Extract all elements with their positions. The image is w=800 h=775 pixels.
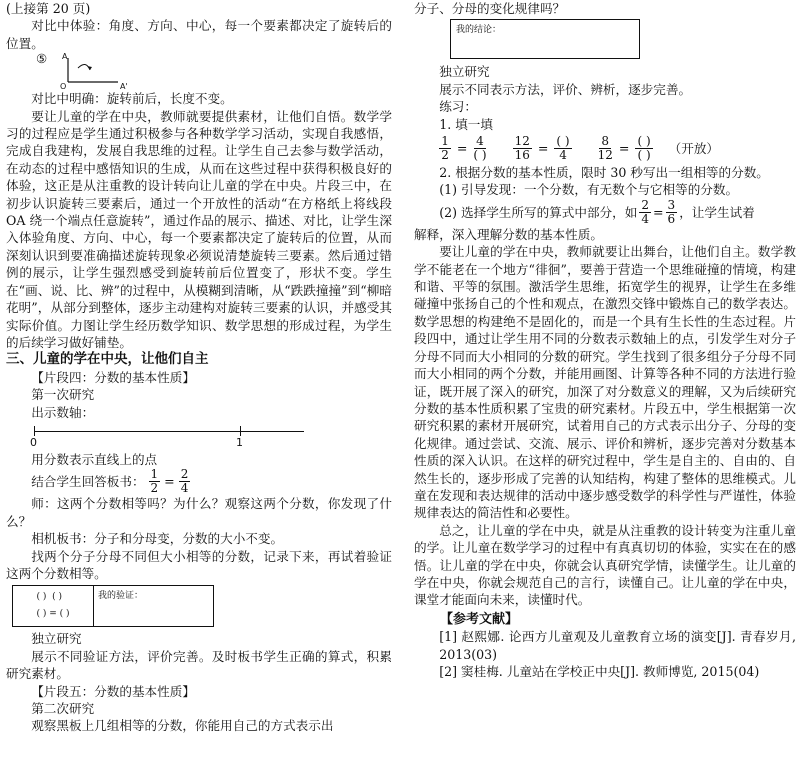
paragraph: 对比中明确：旋转前后，长度不变。 <box>31 91 233 107</box>
denominator: 4 <box>559 148 567 163</box>
denominator: 4 <box>641 211 649 226</box>
number-line-axis <box>34 431 304 432</box>
tick-label-zero: 0 <box>30 435 37 449</box>
continued-note: (上接第 20 页) <box>6 1 91 16</box>
paragraph: 相机板书：分子和分母变，分数的大小不变。 <box>31 531 284 547</box>
paragraph: 分子、分母的变化规律吗？ <box>414 1 566 16</box>
equals-sign: = <box>456 140 468 156</box>
example-equation-line <box>414 199 796 226</box>
verification-box <box>12 585 214 627</box>
right-column <box>414 0 796 680</box>
fraction <box>598 135 613 162</box>
paragraph: 师：这两个分数相等吗？为什么？观察这两个分数，你发现了什么？ <box>6 496 392 529</box>
denominator: ( ) <box>473 148 487 163</box>
exercise-title: 1. 填一填 <box>439 116 493 132</box>
denominator: 2 <box>150 481 159 496</box>
segment-title: 【片段五：分数的基本性质】 <box>31 683 195 699</box>
fraction <box>513 135 532 162</box>
paragraph: 观察黑板上几组相等的分数，你能用自己的方式表示出 <box>31 718 334 734</box>
point-a-prime-label: A' <box>120 82 128 92</box>
text-fragment: (2) 选择学生所写的算式中部分，如 <box>439 204 638 220</box>
board-equation <box>6 468 392 495</box>
denominator: 12 <box>597 148 613 163</box>
fraction <box>554 135 571 162</box>
denominator: 4 <box>180 481 189 496</box>
fraction-two-fourths <box>179 468 191 495</box>
reference-item: [1] 赵熙娜. 论西方儿童观及儿童教育立场的演变[J]. 青春岁月, 2013(03) <box>439 629 796 662</box>
point-a-label: A <box>62 52 68 62</box>
subheading: 第二次研究 <box>31 701 95 716</box>
paragraph: 展示不同验证方法，评价完善。及时板书学生正确的算式，积累研究素材。 <box>6 648 392 682</box>
paragraph: 解释，深入理解分数的基本性质。 <box>414 226 603 242</box>
denominator: 2 <box>441 148 449 163</box>
numerator: 1 <box>441 134 449 149</box>
numerator: 8 <box>601 134 610 149</box>
subheading: 独立研究 <box>31 631 82 647</box>
conclusion-box: 我的结论： <box>450 19 640 59</box>
figure-label: ⑤ <box>36 51 48 67</box>
point-o-label: O <box>60 82 67 92</box>
equals-sign: = <box>618 140 630 156</box>
paragraph: 找两个分子分母不同但大小相等的分数，记录下来，再试着验证这两个分数相等。 <box>6 548 392 581</box>
numerator: 2 <box>641 197 649 212</box>
tick-label-one: 1 <box>236 435 243 449</box>
rotation-figure <box>36 51 392 92</box>
numerator: 2 <box>180 467 189 482</box>
numerator: 4 <box>476 134 484 149</box>
text-fragment: ，让学生试着 <box>679 204 755 220</box>
denominator: 16 <box>514 148 530 163</box>
text-line: 用分数表示直线上的点 <box>31 451 158 467</box>
fraction-one-half <box>149 468 161 495</box>
paragraph: 展示不同表示方法，评价、辨析，逐步完善。 <box>439 81 692 97</box>
fraction <box>639 199 651 226</box>
equals-sign: = <box>164 474 175 490</box>
equals-sign: = <box>537 140 549 156</box>
paragraph: 要让儿童的学在中央，教师就要让出舞台，让他们自主。数学教学不能老在一个地方“徘徊”，要善于营造一个思维碰撞的情境，构建和谐、平等的氛围。激活学生思维，拓宽学生的视界，让学生在多维碰撞中张扬自己的个性和观点，在激烈交锋中锻炼自己的数学表达。数学思想的构建绝不是固化的，而是一个具有生长性的生态过程。片段四中，通过让学生用不同的分数表示数轴上的点，引发学生对分子分母不同而大小相同的分数的研究。学生找到了很多组分子分母不同而大小相同的两个分数，并能用画图、计算等各种不同的方法进行验证，既开展了深入的研究，加深了对分数意义的理解，又为后续研究分数的基本性质积累了宝贵的研究素材。片段五中，学生根据第一次研究积累的素材开展研究，试着用自己的方式表示出分子、分母的变化规律。通过尝试、交流、展示、评价和辨析，逐步完善对分数基本性质的深入认识。在这样的研究过程中，学生是自主的、自由的、自然生长的，逐步形成了完善的认知结构，构建了整体的思维模式。儿童在发现和表达规律的活动中逐步感受数学的科学性与严谨性，体验规律表达的简洁性和必要性。 <box>414 244 796 521</box>
verification-label: 我的验证： <box>98 591 144 602</box>
paragraph: 2. 根据分数的基本性质，限时 30 秒写出一组相等的分数。 <box>439 165 769 181</box>
paragraph: 总之，让儿童的学在中央，就是从注重教的设计转变为注重儿童的学。让儿童在数学学习的过程中有真真切切的体验，实实在在的感悟。让儿童的学在中央，你就会认真研究学情，读懂学生。让儿童的学在中央，你就会规范自己的言行，读懂自己。让儿童的学在中央，课堂才能面向未来，读懂时代。 <box>414 522 796 608</box>
subheading: 独立研究 <box>439 64 490 80</box>
denominator: ( ) <box>637 148 651 163</box>
equals-sign: = <box>652 204 664 220</box>
numerator: 1 <box>150 467 159 482</box>
fill-in-fractions <box>414 135 796 162</box>
numerator: 3 <box>667 197 676 212</box>
numerator: 12 <box>514 134 530 149</box>
board-prefix: 结合学生回答板书： <box>31 474 145 490</box>
number-line <box>6 423 392 451</box>
references-heading: 【参考文献】 <box>440 611 519 627</box>
section-heading: 三、儿童的学在中央，让他们自主 <box>6 351 209 368</box>
subheading: 练习： <box>439 99 477 115</box>
denominator: 6 <box>667 211 676 226</box>
paragraph: 要让儿童的学在中央，教师就要提供素材，让他们自悟。数学学习的过程应是学生通过积极参与各种数学学习活动，实现自我感悟，完成自我建构，发展自我思维的过程。让学生自己去参与数学活动，在动态的过程中感悟知识的生成，从而在这些过程中获得积极良好的体验，这正是从注重教的设计转向让儿童的学在中央。片段三中，在初步认识旋转三要素后，通过一个开放性的活动“在方格纸上将线段 OA 绕一个端点任意旋转”，通过作品的展示、描述、对比，让学生深入体验角度、方向、中心，每一个要素都决定了旋转后的位置，从而深刻认识到要准确描述旋转现象必须说清楚旋转三要素。然后通过错例的展示，让学生强烈感受到旋转前后位置变了，形状不变。学生在“画、说、比、辨”的过程中，从模糊到清晰，从“跌跌撞撞”到“柳暗花明”，从部分到整体，逐步主动建构对旋转三要素的认识，并感受其实际价值。力图让学生经历数学知识、数学思想的形成过程，为学生的后续学习做好铺垫。 <box>6 108 392 350</box>
fraction <box>666 199 678 226</box>
numerator: ( ) <box>637 134 651 149</box>
subheading: 第一次研究 <box>31 387 95 403</box>
paragraph: 对比中体验：角度、方向、中心，每一个要素都决定了旋转后的位置。 <box>6 18 392 51</box>
fraction <box>439 135 451 162</box>
reference-item: [2] 窦桂梅. 儿童站在学校正中央[J]. 教师博览, 2015(04) <box>439 664 760 679</box>
open-note: （开放） <box>668 140 720 156</box>
paragraph: (1) 引导发现：一个分数，有无数个与它相等的分数。 <box>439 182 739 198</box>
fraction <box>473 135 486 162</box>
text-line: 出示数轴： <box>31 404 95 420</box>
left-column <box>6 0 392 735</box>
numerator: ( ) <box>556 134 570 149</box>
fraction <box>635 135 652 162</box>
fraction-blank-cell: ( ) ( ) ( ) = ( ) <box>13 586 94 626</box>
segment-title: 【片段四：分数的基本性质】 <box>31 369 195 385</box>
